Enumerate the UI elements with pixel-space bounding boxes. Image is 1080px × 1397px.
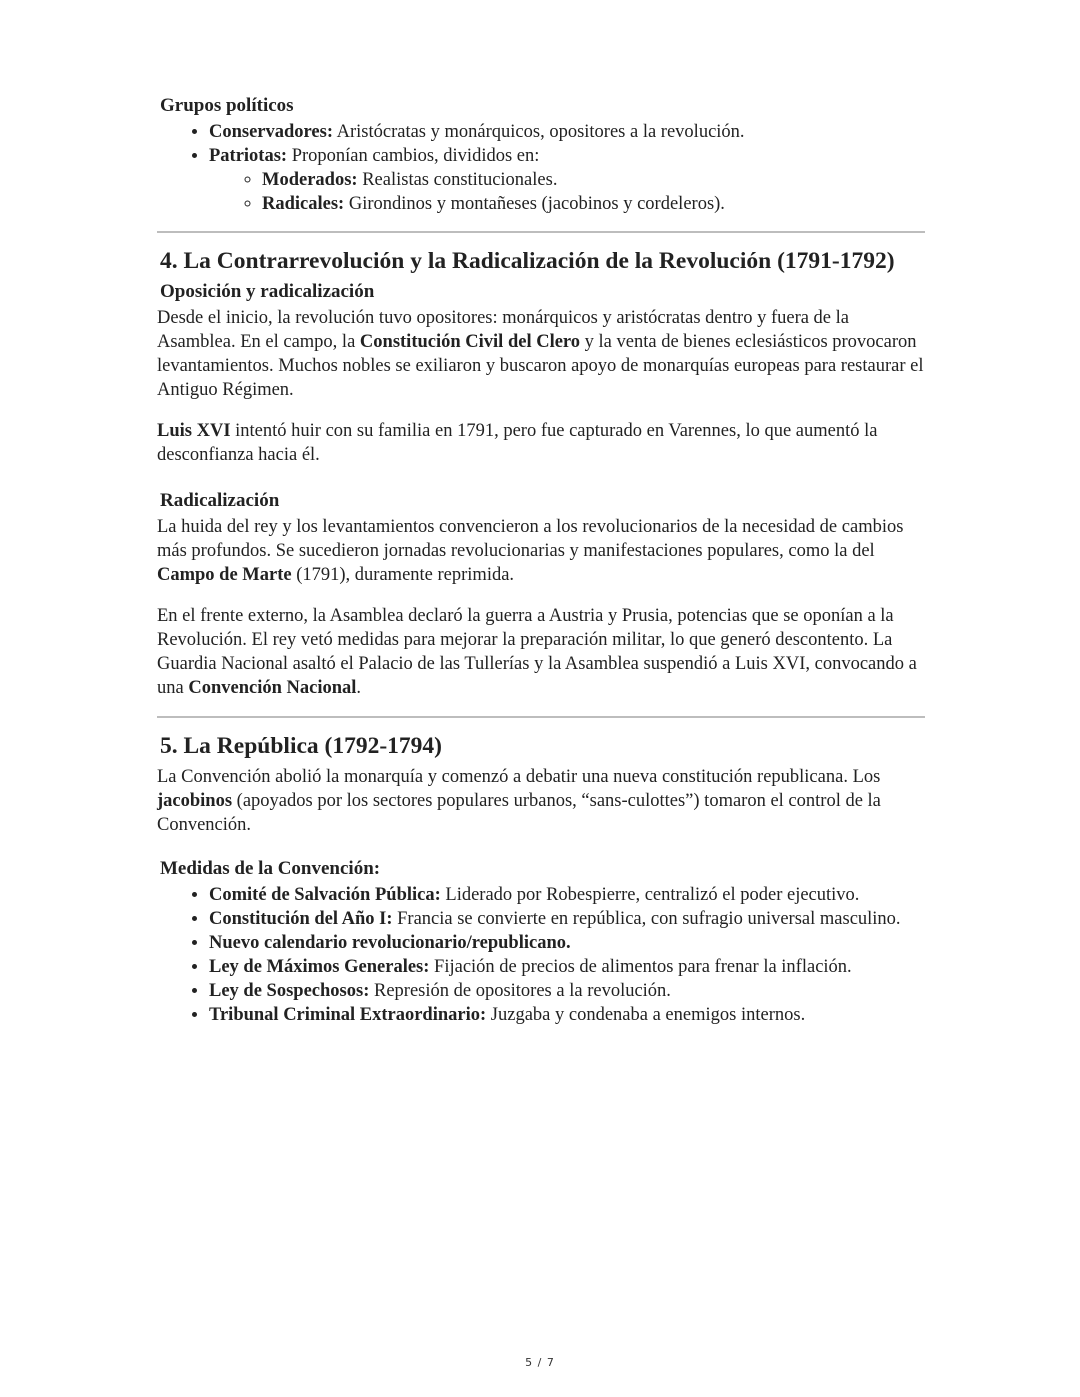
text-run: (apoyados por los sectores populares urbanos, “sans-culottes”) tomaron el control de la Convención. [157, 791, 881, 835]
paragraph-republica [157, 765, 925, 837]
paragraph-luis-xvi [157, 419, 925, 467]
bold-term: Constitución Civil del Clero [359, 332, 581, 352]
subheading-radicalizacion: Radicalización [160, 490, 280, 511]
item-term: Tribunal Criminal Extraordinario: [209, 1005, 487, 1025]
paragraph-frente-externo [157, 604, 925, 700]
section-4-title: 4. La Contrarrevolución y la Radicalización de la Revolución (1791-1792) [160, 248, 895, 274]
section-5-title: 5. La República (1792-1794) [160, 733, 442, 759]
divider [157, 716, 925, 718]
list-item [262, 168, 925, 192]
item-text: Juzgaba y condenaba a enemigos internos. [486, 1005, 806, 1025]
item-term: Ley de Sospechosos: [209, 981, 370, 1001]
item-text: Aristócratas y monárquicos, opositores a la revolución. [333, 122, 745, 142]
item-term: Constitución del Año I: [209, 909, 393, 929]
medidas-list [157, 883, 925, 1027]
bold-term: jacobinos [157, 791, 233, 811]
list-item [209, 120, 925, 144]
item-text: Realistas constitucionales. [357, 170, 558, 190]
text-run: . [356, 678, 362, 698]
text-run: La Convención abolió la monarquía y comenzó a debatir una nueva constitución republicana. Los [157, 767, 881, 787]
list-item [209, 144, 925, 216]
text-run: Desde el inicio, la revolución tuvo opositores: monárquicos y aristócratas dentro y fuera de la Asamblea. En el campo, la [157, 308, 849, 352]
text-run: (1791), duramente reprimida. [291, 565, 515, 585]
paragraph-radicalizacion [157, 515, 925, 587]
item-text: Girondinos y montañeses (jacobinos y cordeleros). [344, 194, 725, 214]
item-text: Represión de opositores a la revolución. [369, 981, 671, 1001]
subheading-medidas: Medidas de la Convención: [160, 858, 381, 879]
item-term: Ley de Máximos Generales: [209, 957, 430, 977]
item-text: Fijación de precios de alimentos para frenar la inflación. [429, 957, 852, 977]
bold-term: Luis XVI [157, 421, 231, 441]
list-item [209, 931, 925, 955]
bold-term: Campo de Marte [157, 565, 292, 585]
text-run: En el frente externo, la Asamblea declaró la guerra a Austria y Prusia, potencias que se oponían a la Revolución. El rey vetó medidas para mejorar la preparación militar, lo que generó descontento. La Guardia Nacional asaltó el Palacio de las Tullerías y la Asamblea suspendió a Luis XVI, convocando a una [157, 606, 917, 698]
item-term: Patriotas: [209, 146, 288, 166]
item-term: Conservadores: [209, 122, 334, 142]
item-term: Nuevo calendario revolucionario/republicano. [209, 933, 571, 953]
bold-term: Convención Nacional [188, 678, 357, 698]
text-run: La huida del rey y los levantamientos convencieron a los revolucionarios de la necesidad de cambios más profundos. Se sucedieron jornadas revolucionarias y manifestaciones populares, como la del [157, 517, 904, 561]
item-term: Moderados: [262, 170, 358, 190]
text-run: y la venta de bienes eclesiásticos provocaron levantamientos. Muchos nobles se exiliaron y buscaron apoyo de monarquías europeas para restaurar el Antiguo Régimen. [157, 332, 924, 400]
list-item [262, 192, 925, 216]
text-run: intentó huir con su familia en 1791, pero fue capturado en Varennes, lo que aumentó la desconfianza hacia él. [157, 421, 878, 465]
divider [157, 231, 925, 233]
list-item [209, 955, 925, 979]
item-text: Francia se convierte en república, con sufragio universal masculino. [392, 909, 901, 929]
subheading-grupos: Grupos políticos [160, 95, 294, 116]
item-term: Comité de Salvación Pública: [209, 885, 441, 905]
patriotas-sublist [209, 168, 925, 216]
item-term: Radicales: [262, 194, 345, 214]
page-number: 5 / 7 [525, 1356, 555, 1369]
item-text: Proponían cambios, divididos en: [287, 146, 540, 166]
list-item [209, 907, 925, 931]
paragraph-oposicion [157, 306, 925, 402]
grupos-list [157, 120, 925, 216]
list-item [209, 979, 925, 1003]
list-item [209, 883, 925, 907]
subheading-oposicion: Oposición y radicalización [160, 281, 375, 302]
item-text: Liderado por Robespierre, centralizó el poder ejecutivo. [440, 885, 860, 905]
list-item [209, 1003, 925, 1027]
